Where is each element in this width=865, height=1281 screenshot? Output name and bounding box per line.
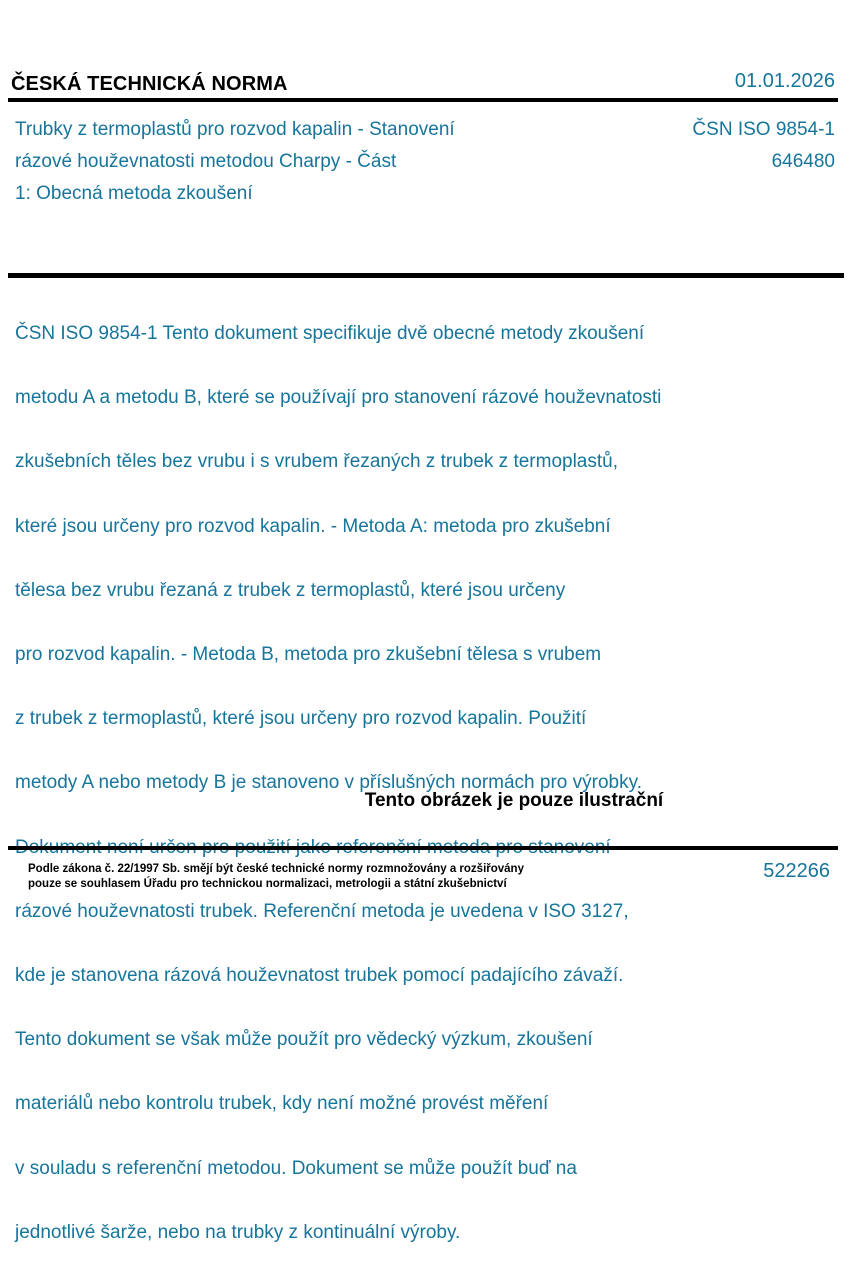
standard-code: ČSN ISO 9854-1 (692, 119, 835, 140)
header-divider (8, 98, 838, 102)
abstract-line: ČSN ISO 9854-1 Tento dokument specifikuje dvě obecné metody zkoušení (15, 323, 645, 345)
abstract-line: zkušebních těles bez vrubu i s vrubem řezaných z trubek z termoplastů, (15, 451, 618, 473)
abstract-line: které jsou určeny pro rozvod kapalin. - Metoda A: metoda pro zkušební (15, 515, 611, 537)
legal-notice-line: Podle zákona č. 22/1997 Sb. smějí být české technické normy rozmnožovány a rozšiřovány (28, 863, 524, 875)
publication-date: 01.01.2026 (734, 70, 835, 92)
title-divider (8, 273, 844, 278)
abstract-line: z trubek z termoplastů, které jsou určeny pro rozvod kapalin. Použití (15, 708, 587, 730)
document-type-heading: ČESKÁ TECHNICKÁ NORMA (11, 73, 288, 95)
legal-notice (28, 862, 524, 892)
abstract-line: v souladu s referenční metodou. Dokument se může použít buď na (15, 1157, 577, 1179)
abstract-line: pro rozvod kapalin. - Metoda B, metoda pro zkušební tělesa s vrubem (15, 644, 602, 666)
abstract-line: metody A nebo metody B je stanoveno v příslušných normách pro výrobky. (15, 772, 642, 794)
standard-title (15, 114, 555, 210)
abstract-line: Tento dokument se však může použít pro vědecký výzkum, zkoušení (15, 1029, 593, 1051)
abstract-text (15, 286, 795, 1281)
illustration-note: Tento obrázek je pouze ilustrační (364, 790, 664, 811)
abstract-line: kde je stanovena rázová houževnatost trubek pomocí padajícího závaží. (15, 964, 624, 986)
abstract-line: metodu A a metodu B, které se používají pro stanovení rázové houževnatosti (15, 387, 662, 409)
catalog-number: 646480 (771, 151, 835, 172)
abstract-line: rázové houževnatosti trubek. Referenční metoda je uvedena v ISO 3127, (15, 900, 629, 922)
standard-title-line: 1: Obecná metoda zkoušení (15, 183, 253, 204)
standard-title-line: Trubky z termoplastů pro rozvod kapalin - Stanovení (15, 119, 455, 140)
standard-title-line: rázové houževnatosti metodou Charpy - Část (15, 151, 397, 172)
abstract-line: jednotlivé šarže, nebo na trubky z kontinuální výroby. (15, 1221, 461, 1243)
standard-identifiers (692, 114, 835, 178)
abstract-line: materiálů nebo kontrolu trubek, kdy není možné provést měření (15, 1093, 549, 1115)
abstract-line: tělesa bez vrubu řezaná z trubek z termoplastů, které jsou určeny (15, 579, 566, 601)
document-number: 522266 (763, 860, 830, 882)
legal-notice-line: pouze se souhlasem Úřadu pro technickou normalizaci, metrologii a státní zkušebnictví (28, 878, 507, 890)
footer-divider (8, 846, 838, 850)
